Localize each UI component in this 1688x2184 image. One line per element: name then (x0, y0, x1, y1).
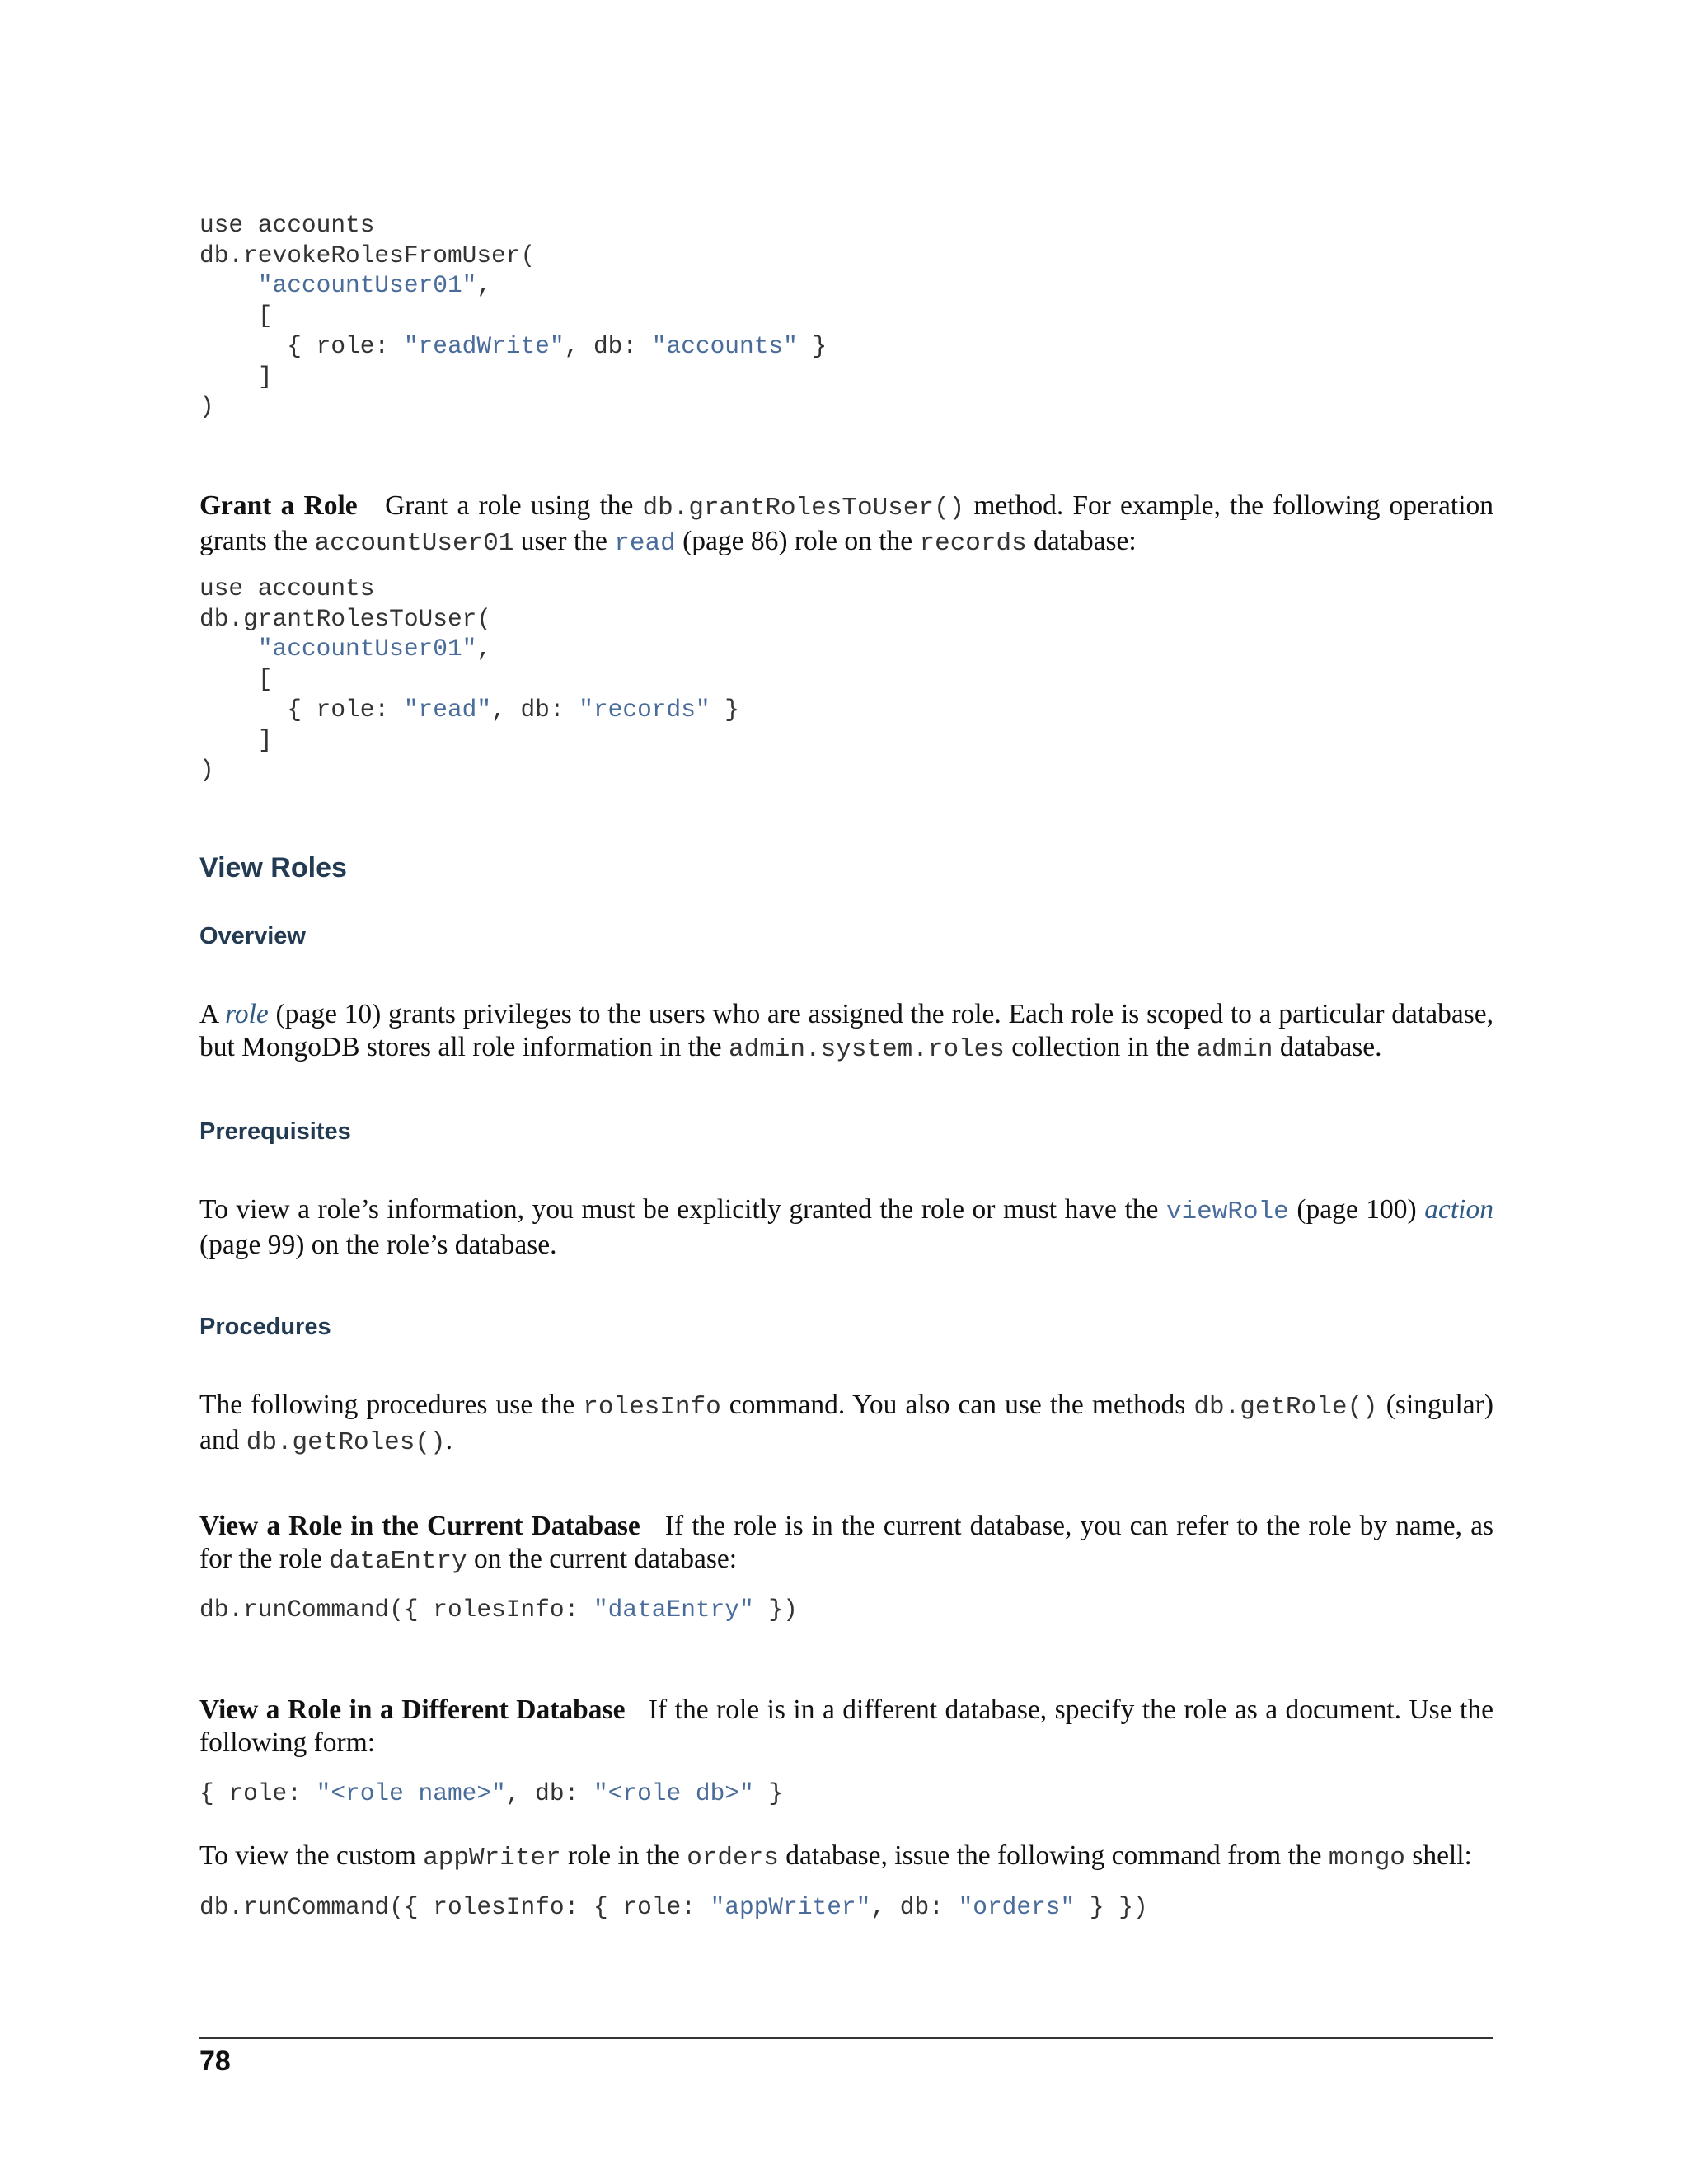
code-block-appwriter: db.runCommand({ rolesInfo: { role: "appWriter", db: "orders" } }) (199, 1893, 1148, 1921)
apwriter-paragraph: To view the custom appWriter role in the orders database, issue the following command from the mongo shell: (199, 1840, 1472, 1872)
overview-paragraph: A role (page 10) grants privileges to the users who are assigned the role. Each role is scoped to a particular database, but MongoDB stores all role information in the admin.system.roles collection in the admin database. (199, 999, 1493, 1064)
code-block-revoke: use accounts db.revokeRolesFromUser( "accountUser01", [ { role: "readWrite", db: "accounts" } ] ) (199, 211, 828, 421)
viewrole-link[interactable]: viewRole (1165, 1197, 1289, 1226)
grant-role-heading: Grant a Role (199, 490, 358, 521)
overview-heading: Overview (199, 923, 306, 949)
current-database-paragraph: View a Role in the Current Database If the role is in the current database, you can refer to the role by name, as for the role dataEntry on the current database: (199, 1511, 1493, 1576)
procedures-paragraph: The following procedures use the rolesInfo command. You also can use the methods db.getRole() (singular) and db.getRoles(). (199, 1390, 1493, 1457)
read-role-link[interactable]: read (614, 529, 676, 558)
procedures-heading: Procedures (199, 1314, 331, 1340)
code-block-current-db: db.runCommand({ rolesInfo: "dataEntry" }) (199, 1596, 798, 1624)
prerequisites-paragraph: To view a role’s information, you must be explicitly granted the role or must have the viewRole (page 100) action (page 99) on the role’s database. (199, 1194, 1493, 1260)
role-link[interactable]: role (225, 999, 269, 1029)
code-block-role-form: { role: "<role name>", db: "<role db>" } (199, 1779, 784, 1807)
different-database-paragraph: View a Role in a Different Database If the role is in a different database, specify the role as a document. Use the following form: (199, 1694, 1493, 1758)
different-database-heading: View a Role in a Different Database (199, 1694, 626, 1725)
footer-rule (199, 2037, 1493, 2039)
action-link[interactable]: action (1424, 1194, 1493, 1225)
current-database-heading: View a Role in the Current Database (199, 1511, 640, 1541)
page-number: 78 (199, 2046, 231, 2077)
view-roles-heading: View Roles (199, 852, 347, 883)
code-block-grant: use accounts db.grantRolesToUser( "accountUser01", [ { role: "read", db: "records" } ] ) (199, 574, 740, 785)
prerequisites-heading: Prerequisites (199, 1118, 351, 1145)
grant-role-paragraph: Grant a Role Grant a role using the db.grantRolesToUser() method. For example, the following operation grants the accountUser01 user the read (page 86) role on the records database: (199, 490, 1494, 558)
